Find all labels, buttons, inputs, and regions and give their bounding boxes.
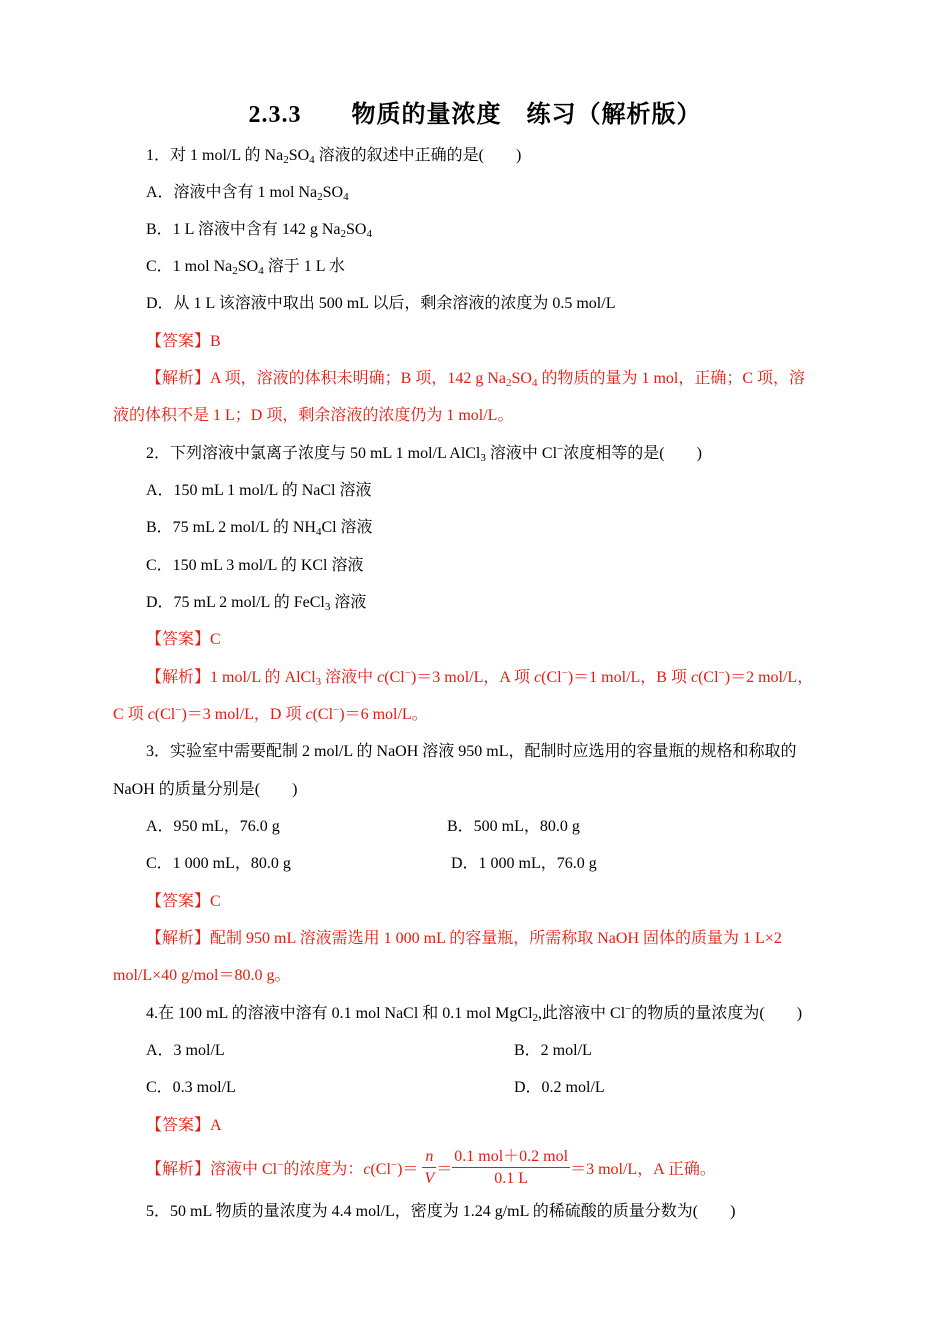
question-5-stem: 5．50 mL 物质的量浓度为 4.4 mol/L，密度为 1.24 g/mL 的稀硫酸的质量分数为( )	[146, 1203, 736, 1220]
question-4-option-b: B．2 mol/L	[514, 1042, 592, 1059]
question-2-answer: 【答案】C	[146, 631, 221, 648]
question-2-analysis-line-1: 【解析】1 mol/L 的 AlCl$_3$ 溶液中 c(Cl−)＝3 mol/L，A 项 c(Cl−)＝1 mol/L，B 项 c(Cl−)＝2 mol/L，	[146, 667, 814, 688]
question-1-analysis-line-1: 【解析】A 项，溶液的体积未明确；B 项，142 g $Na_2SO_4$ 的物质的量为 1 mol，正确；C 项，溶	[146, 370, 806, 389]
page-title: 2.3.3 物质的量浓度 练习（解析版）	[248, 102, 702, 128]
question-2-analysis-line-2: C 项 c(Cl−)＝3 mol/L，D 项 c(Cl−)＝6 mol/L。	[113, 704, 428, 723]
question-3-stem-line-1: 3．实验室中需要配制 2 mol/L 的 NaOH 溶液 950 mL，配制时应选用的容量瓶的规格和称取的	[146, 743, 797, 760]
question-1-option-b: B．1 L 溶液中含有 142 g $Na_2SO_4$	[146, 221, 372, 240]
question-4-option-a: A．3 mol/L	[146, 1042, 225, 1059]
question-1-answer: 【答案】B	[146, 333, 221, 350]
question-1-option-d: D．从 1 L 该溶液中取出 500 mL 以后，剩余溶液的浓度为 0.5 mol/L	[146, 295, 616, 312]
fraction-n-over-v: $\frac{n}{V}$	[422, 1147, 436, 1190]
question-2-option-c: C．150 mL 3 mol/L 的 KCl 溶液	[146, 557, 364, 574]
question-3-answer: 【答案】C	[146, 893, 221, 910]
question-4-option-c: C．0.3 mol/L	[146, 1079, 236, 1096]
question-4-analysis: 【解析】溶液中 Cl−的浓度为：c(Cl−)＝ $\frac{n}{V}$ ＝ $\frac{\text{0.1 mol＋0.2 mol}}{0.1 L}$ ＝3 mol/L，A 正确。	[146, 1148, 716, 1192]
question-2-stem: 2．下列溶液中氯离子浓度与 50 mL 1 mol/L AlCl$_3$ 溶液中 Cl−浓度相等的是( )	[146, 443, 702, 464]
question-1-analysis-line-2: 液的体积不是 1 L；D 项，剩余溶液的浓度仍为 1 mol/L。	[113, 407, 514, 424]
question-3-stem-line-2: NaOH 的质量分别是( )	[113, 781, 298, 798]
question-3-option-c: C．1 000 mL，80.0 g	[146, 855, 291, 872]
question-3-option-b: B．500 mL，80.0 g	[447, 818, 580, 835]
question-3-analysis-line-1: 【解析】配制 950 mL 溶液需选用 1 000 mL 的容量瓶，所需称取 NaOH 固体的质量为 1 L×2	[146, 930, 782, 947]
question-2-option-d: D．75 mL 2 mol/L 的 FeCl$_3$ 溶液	[146, 594, 367, 613]
question-1-option-a: A．溶液中含有 1 mol $Na_2SO_4$	[146, 184, 349, 203]
question-1-stem: 1．对 1 mol/L 的 $Na_2SO_4$ 溶液的叙述中正确的是( )	[146, 147, 522, 166]
fraction-calculation: $\frac{\text{0.1 mol＋0.2 mol}}{0.1 L}$	[452, 1147, 570, 1190]
question-4-stem: 4.在 100 mL 的溶液中溶有 0.1 mol NaCl 和 0.1 mol MgCl$_2$,此溶液中 Cl−的物质的量浓度为( )	[146, 1003, 803, 1024]
question-3-option-a: A．950 mL，76.0 g	[146, 818, 280, 835]
question-4-option-d: D．0.2 mol/L	[514, 1079, 605, 1096]
question-4-answer: 【答案】A	[146, 1117, 222, 1134]
question-3-option-d: D．1 000 mL，76.0 g	[451, 855, 597, 872]
question-2-option-a: A．150 mL 1 mol/L 的 NaCl 溶液	[146, 482, 372, 499]
question-1-option-c: C．1 mol $Na_2SO_4$ 溶于 1 L 水	[146, 258, 345, 277]
question-2-option-b: B．75 mL 2 mol/L 的 $NH_4Cl$ 溶液	[146, 519, 373, 538]
question-3-analysis-line-2: mol/L×40 g/mol＝80.0 g。	[113, 967, 291, 984]
